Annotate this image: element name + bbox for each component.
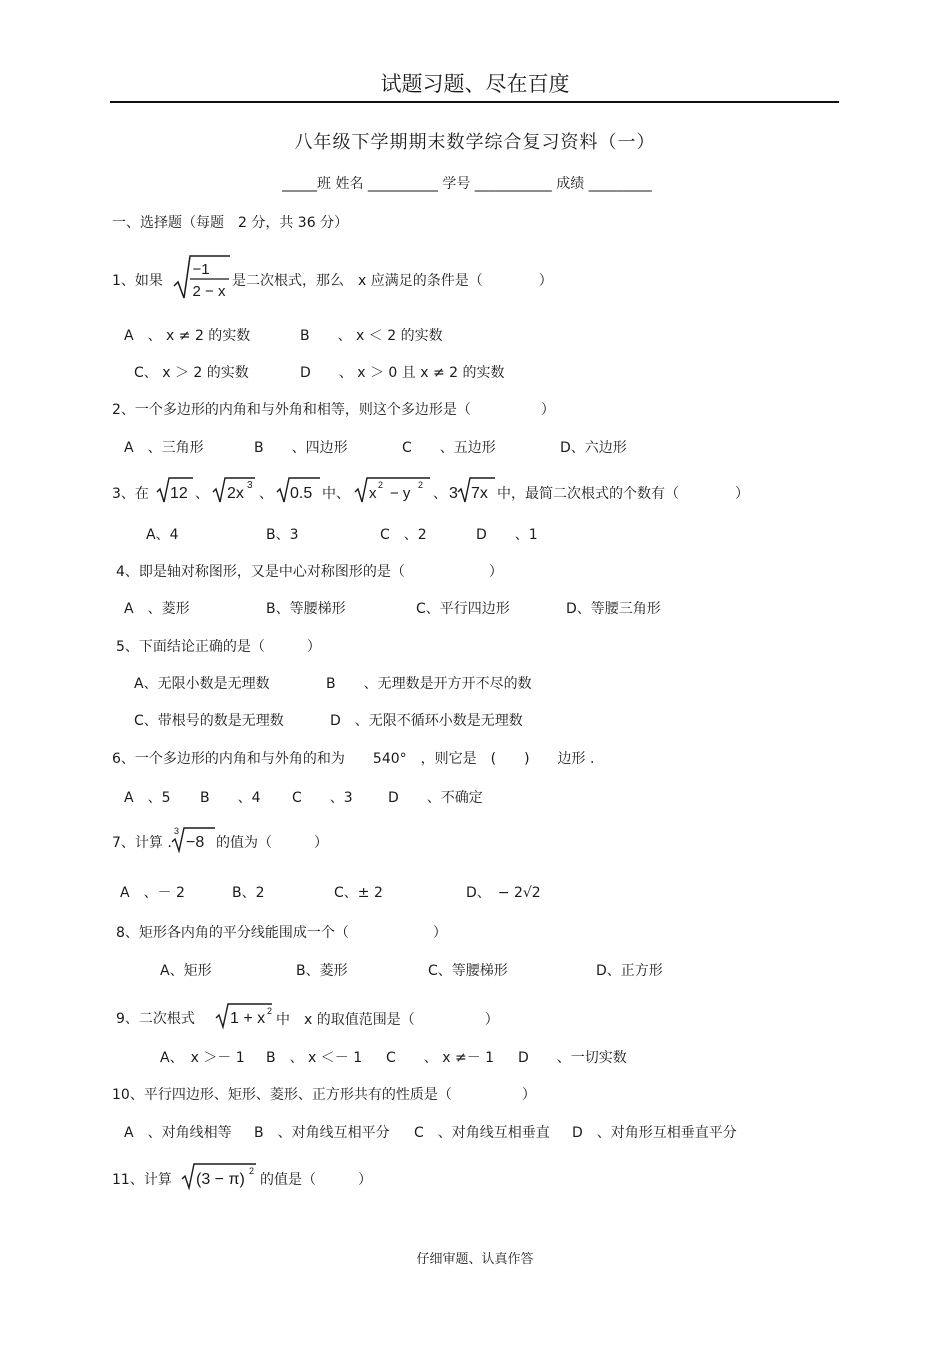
q8-option-b: B、菱形 (296, 963, 348, 979)
q6-stem: 6、一个多边形的内角和与外角的和为 540° ，则它是 ( ) 边形 . (112, 751, 595, 767)
svg-text:7x: 7x (471, 485, 488, 502)
q9-option-b: B 、 x ＜－ 1 (266, 1050, 363, 1066)
page-header-text: 试题习题、尽在百度 (380, 72, 570, 96)
q6-option-a: A 、5 (124, 790, 171, 806)
q10-option-a: A 、对角线相等 (124, 1125, 232, 1141)
q6-option-b: B 、4 (200, 790, 261, 806)
q7-option-c: C、± 2 (334, 885, 383, 901)
q4-stem: 4、即是轴对称图形，又是中心对称图形的是（ ） (116, 564, 503, 580)
q8-option-c: C、等腰梯形 (428, 963, 508, 979)
q1-option-a: A 、 x ≠ 2 的实数 (124, 328, 251, 344)
svg-text:2 − x: 2 − x (192, 283, 226, 300)
q5-option-c: C、带根号的数是无理数 (134, 713, 284, 729)
q4-option-a: A 、菱形 (124, 601, 190, 617)
q9-option-d: D 、一切实数 (518, 1050, 627, 1066)
svg-text:0.5: 0.5 (290, 485, 313, 502)
q7-cube-root (170, 824, 218, 854)
q3-option-b: B、3 (266, 527, 299, 543)
svg-text:12: 12 (170, 485, 188, 502)
student-info-line: _____班 姓名 __________ 学号 ___________ 成绩 _________ (282, 176, 652, 192)
q1-stem: 是二次根式，那么 x 应满足的条件是（ ） (232, 273, 553, 289)
q2-option-c: C 、五边形 (402, 440, 496, 456)
header-rule (110, 101, 839, 103)
q7-lead: 7、计算 . (112, 835, 172, 851)
q11-lead: 11、计算 (112, 1172, 172, 1188)
svg-text:− y: − y (390, 485, 411, 502)
q3-stem: 中，最简二次根式的个数有（ ） (497, 486, 749, 502)
q2-option-a: A 、三角形 (124, 440, 204, 456)
q10-option-c: C 、对角线互相垂直 (414, 1125, 550, 1141)
q8-stem: 8、矩形各内角的平分线能围成一个（ ） (116, 925, 447, 941)
svg-text:2: 2 (267, 1006, 273, 1016)
q3-option-c: C 、2 (380, 527, 427, 543)
svg-text:x: x (369, 485, 377, 502)
svg-text:2: 2 (418, 480, 424, 490)
q3-radical-list (155, 472, 500, 506)
q3-separator: 、 (195, 485, 209, 501)
q7-stem: 的值为（ ） (216, 835, 328, 851)
q11-radical (180, 1158, 260, 1192)
q6-option-c: C 、3 (292, 790, 353, 806)
q7-option-b: B、2 (232, 885, 265, 901)
svg-text:3: 3 (247, 480, 253, 491)
q1-lead: 1、如果 (112, 273, 163, 289)
svg-text:3: 3 (174, 826, 180, 836)
q5-option-a: A、无限小数是无理数 (134, 676, 270, 692)
q3-lead: 3、在 (112, 486, 149, 502)
svg-text:3: 3 (449, 485, 458, 502)
q10-option-d: D 、对角形互相垂直平分 (572, 1125, 737, 1141)
q5-option-b: B 、无理数是开方开不尽的数 (326, 676, 532, 692)
q3-option-a: A、4 (146, 527, 179, 543)
q9-option-a: A、 x ＞－ 1 (160, 1050, 245, 1066)
svg-text:2: 2 (249, 1166, 255, 1176)
q1-option-d: D 、 x ＞ 0 且 x ≠ 2 的实数 (300, 365, 505, 381)
q8-option-a: A、矩形 (160, 963, 212, 979)
q2-option-d: D、六边形 (560, 440, 627, 456)
q2-stem: 2、一个多边形的内角和与外角和相等，则这个多边形是（ ） (112, 402, 555, 418)
q9-lead: 9、二次根式 (116, 1011, 195, 1027)
q4-option-d: D、等腰三角形 (566, 601, 661, 617)
q7-option-d: D、 − 2√2 (466, 885, 541, 901)
q9-radical (214, 998, 276, 1030)
page-footer-text: 仔细审题、认真作答 (416, 1252, 534, 1267)
q9-stem: 中 x 的取值范围是（ ） (276, 1012, 499, 1028)
q4-option-c: C、平行四边形 (416, 601, 510, 617)
q6-option-d: D 、不确定 (388, 790, 483, 806)
svg-text:、: 、 (259, 485, 273, 501)
q1-option-c: C、 x ＞ 2 的实数 (134, 365, 249, 381)
q7-option-a: A 、－ 2 (120, 885, 185, 901)
section-heading: 一、选择题（每题 2 分，共 36 分） (112, 215, 349, 231)
q1-radical-fraction (172, 252, 232, 302)
q10-stem: 10、平行四边形、矩形、菱形、正方形共有的性质是（ ） (112, 1087, 536, 1103)
q5-option-d: D 、无限不循环小数是无理数 (330, 713, 523, 729)
svg-text:−1: −1 (192, 261, 210, 278)
q1-option-b: B 、 x ＜ 2 的实数 (300, 328, 443, 344)
q8-option-d: D、正方形 (596, 963, 663, 979)
q3-option-d: D 、1 (476, 527, 538, 543)
svg-text:2x: 2x (227, 485, 244, 502)
svg-text:、: 、 (433, 485, 447, 501)
q5-stem: 5、下面结论正确的是（ ） (116, 639, 321, 655)
q11-stem: 的值是（ ） (260, 1172, 372, 1188)
svg-text:−8: −8 (186, 834, 205, 851)
q10-option-b: B 、对角线互相平分 (254, 1125, 390, 1141)
q2-option-b: B 、四边形 (254, 440, 348, 456)
svg-text:(3 − π): (3 − π) (196, 1171, 245, 1188)
svg-text:1 + x: 1 + x (230, 1010, 266, 1027)
q3-zhong: 中、 (322, 485, 350, 501)
document-title: 八年级下学期期末数学综合复习资料（一） (294, 132, 656, 153)
q4-option-b: B、等腰梯形 (266, 601, 346, 617)
svg-text:2: 2 (378, 480, 384, 490)
q9-option-c: C 、 x ≠－ 1 (386, 1050, 495, 1066)
